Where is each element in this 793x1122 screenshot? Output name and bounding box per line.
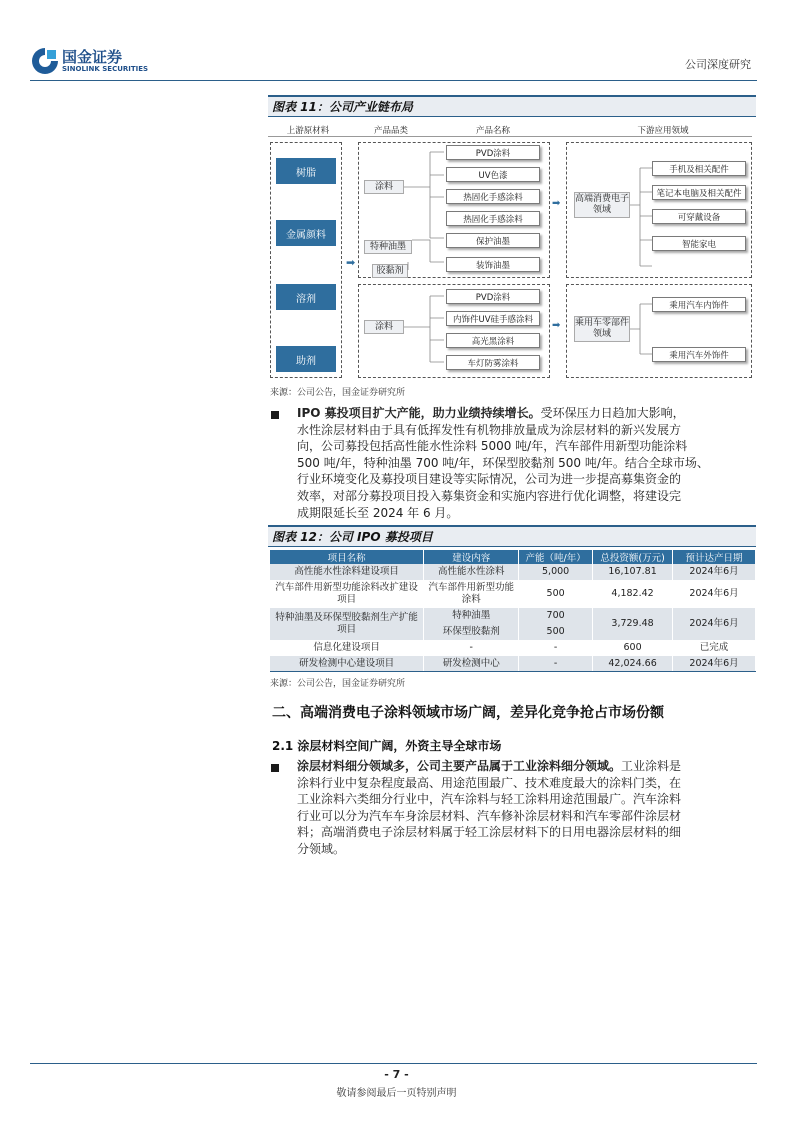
column-header: 总投资额(万元): [593, 550, 673, 564]
connector-lines: [404, 284, 448, 378]
cell-investment: 42,024.66: [593, 656, 673, 672]
section-heading: 二、高端消费电子涂料领域市场广阔，差异化竞争抢占市场份额: [272, 705, 664, 721]
industry-chain-diagram: [268, 120, 756, 382]
product-box: 保护油墨: [446, 233, 540, 248]
col-header: 上游原材料: [286, 126, 330, 136]
paragraph-ipo: [297, 405, 757, 521]
product-box: 车灯防雾涂料: [446, 355, 540, 370]
table-row: [270, 656, 756, 672]
para-line: 工业涂料是: [621, 759, 682, 773]
header-divider: [268, 136, 752, 137]
para-line: 受环保压力日趋加大影响，: [540, 406, 685, 420]
paragraph-coatings: [297, 758, 757, 858]
column-header: 建设内容: [424, 550, 519, 564]
para-line: 成期限延长至 2024 年 6 月。: [297, 505, 459, 520]
cell-investment: 16,107.81: [593, 564, 673, 580]
column-header: 预计达产日期: [673, 550, 756, 564]
raw-material-box: 树脂: [276, 158, 336, 184]
table-row: [270, 608, 756, 624]
para-line: 行业可以分为汽车车身涂层材料、汽车修补涂层材料和汽车零部件涂层材: [297, 808, 682, 823]
para-line: 分领域。: [297, 841, 346, 856]
cell-content: 特种油墨: [424, 608, 519, 624]
table-bottom-rule: [270, 671, 756, 672]
application-box: 智能家电: [652, 236, 746, 251]
para-line: 效率，对部分募投项目投入募集资金和实施内容进行优化调整，将建设完: [297, 488, 682, 503]
company-logo: [30, 46, 180, 76]
subsection-heading: 2.1 涂层材料空间广阔，外资主导全球市场: [272, 739, 502, 753]
cell-capacity: 500: [519, 580, 593, 608]
category-box: 涂料: [364, 180, 404, 194]
para-line: 向，公司募投包括高性能水性涂料 5000 吨/年，汽车部件用新型功能涂料: [297, 439, 688, 454]
flow-arrow-icon: ➡: [552, 198, 561, 209]
product-box: UV色漆: [446, 167, 540, 182]
cell-name: 信息化建设项目: [270, 640, 424, 656]
cell-capacity: 500: [519, 624, 593, 640]
para-line: 500 吨/年，特种油墨 700 吨/年，环保型胶黏剂 500 吨/年。结合全球市场、: [297, 455, 709, 470]
domain-box: 乘用车零部件领域: [574, 316, 630, 342]
category-box: 胶黏剂: [372, 264, 408, 278]
cell-content: -: [424, 640, 519, 656]
col-header: 产品名称: [475, 126, 510, 136]
application-box: 乘用汽车外饰件: [652, 347, 746, 362]
cell-capacity: -: [519, 640, 593, 656]
para-line: 涂料行业中复杂程度最高、用途范围最广、技术难度最大的涂料门类，在: [297, 775, 682, 790]
logo-text-en: SINOLINK SECURITIES: [62, 65, 149, 73]
category-box: 涂料: [364, 320, 404, 334]
cell-content: 环保型胶黏剂: [424, 624, 519, 640]
cell-capacity: -: [519, 656, 593, 672]
cell-investment: 4,182.42: [593, 580, 673, 608]
raw-material-box: 溶剂: [276, 284, 336, 310]
footer-rule: [30, 1063, 757, 1064]
logo-mark-icon: [30, 46, 60, 76]
domain-box: 高端消费电子领域: [574, 192, 630, 218]
cell-content: 研发检测中心: [424, 656, 519, 672]
table-row: [270, 580, 756, 608]
column-header: 产能（吨/年）: [519, 550, 593, 564]
header-rule: [30, 80, 757, 81]
application-box: 可穿戴设备: [652, 209, 746, 224]
cell-content: 高性能水性涂料: [424, 564, 519, 580]
page-number: - 7 -: [384, 1068, 409, 1081]
connector-lines: [404, 142, 448, 278]
product-box: 内饰件UV硅手感涂料: [446, 311, 540, 326]
para-line: 行业环境变化及募投项目建设等实际情况，公司为进一步提高募集资金的: [297, 472, 682, 487]
figure11-source: 来源：公司公告，国金证券研究所: [270, 388, 406, 398]
flow-arrow-icon: ➡: [552, 320, 561, 331]
category-box: 特种油墨: [364, 240, 412, 254]
cell-capacity: 5,000: [519, 564, 593, 580]
figure12-source: 来源：公司公告，国金证券研究所: [270, 679, 406, 689]
cell-name: 研发检测中心建设项目: [270, 656, 424, 672]
para-line: 料；高端消费电子涂层材料属于轻工涂层材料下的日用电器涂层材料的细: [297, 825, 682, 840]
table-row: [270, 564, 756, 580]
ipo-projects-table: [270, 550, 756, 672]
table-header-row: [270, 550, 756, 564]
raw-material-box: 助剂: [276, 346, 336, 372]
cell-date: 2024年6月: [673, 656, 756, 672]
product-box: PVD涂料: [446, 289, 540, 304]
para-lead: IPO 募投项目扩大产能，助力业绩持续增长。: [297, 406, 541, 420]
raw-material-box: 金属颜料: [276, 220, 336, 246]
flow-arrow-icon: ➡: [346, 256, 356, 269]
bullet-icon: [271, 411, 279, 419]
product-box: 热固化手感涂料: [446, 211, 540, 226]
application-box: 手机及相关配件: [652, 161, 746, 176]
para-line: 水性涂层材料由于具有低挥发性有机物排放量成为涂层材料的新兴发展方: [297, 422, 682, 437]
bullet-icon: [271, 764, 279, 772]
connector-lines: [630, 284, 654, 378]
connector-lines: [630, 142, 654, 278]
para-lead: 涂层材料细分领域多，公司主要产品属于工业涂料细分领域。: [297, 759, 622, 773]
column-header: 项目名称: [270, 550, 424, 564]
cell-date: 2024年6月: [673, 580, 756, 608]
product-box: 高光黑涂料: [446, 333, 540, 348]
para-line: 工业涂料六类细分行业中，汽车涂料与轻工涂料用途范围最广。汽车涂料: [297, 792, 682, 807]
figure12-title: 图表 12：公司 IPO 募投项目: [268, 525, 756, 547]
cell-capacity: 700: [519, 608, 593, 624]
cell-content: 汽车部件用新型功能涂料: [424, 580, 519, 608]
cell-investment: 3,729.48: [593, 608, 673, 640]
cell-name: 汽车部件用新型功能涂料改扩建设项目: [270, 580, 424, 608]
application-box: 笔记本电脑及相关配件: [652, 185, 746, 200]
footer-disclaimer: 敬请参阅最后一页特别声明: [336, 1088, 457, 1099]
col-header: 产品品类: [373, 126, 408, 136]
cell-date: 2024年6月: [673, 564, 756, 580]
application-box: 乘用汽车内饰件: [652, 297, 746, 312]
figure11-title: 图表 11：公司产业链布局: [268, 95, 756, 117]
report-type: 公司深度研究: [685, 58, 751, 71]
cell-investment: 600: [593, 640, 673, 656]
cell-date: 已完成: [673, 640, 756, 656]
col-header: 下游应用领域: [637, 126, 689, 136]
cell-name: 高性能水性涂料建设项目: [270, 564, 424, 580]
table-row: [270, 640, 756, 656]
logo-text-cn: 国金证券: [62, 48, 123, 66]
cell-name: 特种油墨及环保型胶黏剂生产扩能项目: [270, 608, 424, 640]
product-box: 热固化手感涂料: [446, 189, 540, 204]
product-box: PVD涂料: [446, 145, 540, 160]
product-box: 装饰油墨: [446, 257, 540, 272]
cell-date: 2024年6月: [673, 608, 756, 640]
